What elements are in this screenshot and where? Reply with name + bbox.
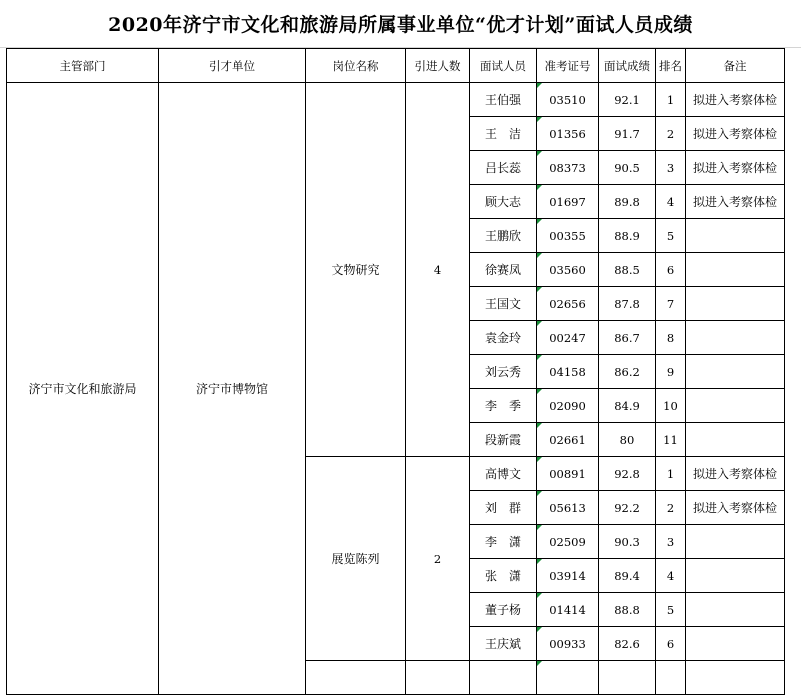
cell-note [686, 321, 785, 355]
cell-score: 90.3 [599, 525, 656, 559]
cell-name: 袁金玲 [470, 321, 537, 355]
cell-id-text: 02090 [549, 398, 586, 413]
cell-note: 拟进入考察体检 [686, 151, 785, 185]
cell-id [537, 661, 599, 695]
cell-note [686, 287, 785, 321]
cell-id-text: 03914 [549, 568, 586, 583]
cell-name: 段新霞 [470, 423, 537, 457]
text-number-indicator-icon [537, 389, 542, 394]
cell-id-text: 01356 [549, 126, 586, 141]
cell-id [537, 559, 599, 593]
text-number-indicator-icon [537, 593, 542, 598]
text-number-indicator-icon [537, 559, 542, 564]
cell-name: 王 洁 [470, 117, 537, 151]
cell-note: 拟进入考察体检 [686, 491, 785, 525]
cell-rank: 10 [656, 389, 686, 423]
cell-score: 86.2 [599, 355, 656, 389]
header-position: 岗位名称 [306, 49, 406, 83]
cell-quota: 2 [406, 457, 470, 661]
cell-score: 84.9 [599, 389, 656, 423]
cell-name: 徐赛凤 [470, 253, 537, 287]
header-unit: 引才单位 [159, 49, 306, 83]
cell-position [306, 661, 406, 695]
cell-id-text: 00247 [549, 330, 586, 345]
cell-id [537, 457, 599, 491]
cell-id-text: 05613 [549, 500, 586, 515]
cell-unit: 济宁市博物馆 [159, 83, 306, 695]
header-note: 备注 [686, 49, 785, 83]
cell-rank: 6 [656, 627, 686, 661]
cell-note [686, 355, 785, 389]
cell-score: 92.8 [599, 457, 656, 491]
cell-name: 王庆斌 [470, 627, 537, 661]
cell-score: 88.5 [599, 253, 656, 287]
cell-id [537, 151, 599, 185]
cell-name: 王国文 [470, 287, 537, 321]
cell-rank: 4 [656, 559, 686, 593]
cell-note: 拟进入考察体检 [686, 185, 785, 219]
cell-id-text: 02509 [549, 534, 586, 549]
cell-rank: 1 [656, 457, 686, 491]
cell-id-text: 00891 [549, 466, 586, 481]
text-number-indicator-icon [537, 457, 542, 462]
cell-name: 刘 群 [470, 491, 537, 525]
cell-id [537, 355, 599, 389]
cell-rank: 1 [656, 83, 686, 117]
cell-id-text: 01414 [549, 602, 586, 617]
header-name: 面试人员 [470, 49, 537, 83]
text-number-indicator-icon [537, 355, 542, 360]
cell-dept: 济宁市文化和旅游局 [7, 83, 159, 695]
cell-rank: 4 [656, 185, 686, 219]
cell-position: 文物研究 [306, 83, 406, 457]
text-number-indicator-icon [537, 287, 542, 292]
cell-note [686, 389, 785, 423]
text-number-indicator-icon [537, 423, 542, 428]
header-quota: 引进人数 [406, 49, 470, 83]
text-number-indicator-icon [537, 83, 542, 88]
cell-id-text: 02656 [549, 296, 586, 311]
cell-rank: 5 [656, 593, 686, 627]
cell-id [537, 83, 599, 117]
cell-note [686, 593, 785, 627]
cell-name: 张 潇 [470, 559, 537, 593]
cell-score: 92.1 [599, 83, 656, 117]
header-row [7, 49, 785, 83]
cell-note [686, 253, 785, 287]
cell-score: 91.7 [599, 117, 656, 151]
cell-name: 王伯强 [470, 83, 537, 117]
cell-id-text: 02661 [549, 432, 586, 447]
table-row [7, 83, 785, 117]
cell-score: 89.4 [599, 559, 656, 593]
cell-id [537, 491, 599, 525]
header-rank: 排名 [656, 49, 686, 83]
cell-name: 王鹏欣 [470, 219, 537, 253]
cell-id-text: 00933 [549, 636, 586, 651]
text-number-indicator-icon [537, 253, 542, 258]
header-id: 准考证号 [537, 49, 599, 83]
cell-rank: 8 [656, 321, 686, 355]
cell-id [537, 253, 599, 287]
cell-note [686, 627, 785, 661]
cell-note: 拟进入考察体检 [686, 457, 785, 491]
cell-score [599, 661, 656, 695]
text-number-indicator-icon [537, 627, 542, 632]
cell-name: 李 季 [470, 389, 537, 423]
cell-quota [406, 661, 470, 695]
cell-score: 88.8 [599, 593, 656, 627]
cell-rank: 3 [656, 525, 686, 559]
cell-score: 90.5 [599, 151, 656, 185]
cell-rank: 11 [656, 423, 686, 457]
cell-id [537, 117, 599, 151]
cell-id-text: 08373 [549, 160, 586, 175]
cell-id-text: 01697 [549, 194, 586, 209]
cell-note [686, 559, 785, 593]
cell-rank: 5 [656, 219, 686, 253]
cell-rank: 3 [656, 151, 686, 185]
cell-id [537, 423, 599, 457]
cell-id-text: 04158 [549, 364, 586, 379]
cell-note [686, 423, 785, 457]
cell-id [537, 525, 599, 559]
cell-score: 82.6 [599, 627, 656, 661]
text-number-indicator-icon [537, 491, 542, 496]
cell-id-text: 00355 [549, 228, 586, 243]
text-number-indicator-icon [537, 321, 542, 326]
cell-rank: 2 [656, 117, 686, 151]
cell-position: 展览陈列 [306, 457, 406, 661]
text-number-indicator-icon [537, 185, 542, 190]
text-number-indicator-icon [537, 117, 542, 122]
cell-note [686, 525, 785, 559]
page-title: 2020年济宁市文化和旅游局所属事业单位“优才计划”面试人员成绩 [108, 14, 693, 36]
cell-id [537, 593, 599, 627]
cell-note [686, 661, 785, 695]
results-table [6, 48, 785, 695]
cell-id [537, 389, 599, 423]
cell-rank: 9 [656, 355, 686, 389]
text-number-indicator-icon [537, 525, 542, 530]
cell-id [537, 627, 599, 661]
cell-name: 高博文 [470, 457, 537, 491]
text-number-indicator-icon [537, 219, 542, 224]
cell-rank [656, 661, 686, 695]
cell-quota: 4 [406, 83, 470, 457]
cell-score: 80 [599, 423, 656, 457]
cell-rank: 2 [656, 491, 686, 525]
cell-id [537, 287, 599, 321]
cell-name: 李 潇 [470, 525, 537, 559]
cell-score: 88.9 [599, 219, 656, 253]
cell-name: 刘云秀 [470, 355, 537, 389]
cell-rank: 6 [656, 253, 686, 287]
cell-rank: 7 [656, 287, 686, 321]
cell-score: 89.8 [599, 185, 656, 219]
cell-note: 拟进入考察体检 [686, 117, 785, 151]
cell-id [537, 219, 599, 253]
cell-note [686, 219, 785, 253]
cell-id-text: 03510 [549, 92, 586, 107]
cell-name [470, 661, 537, 695]
cell-id-text: 03560 [549, 262, 586, 277]
cell-score: 92.2 [599, 491, 656, 525]
cell-score: 86.7 [599, 321, 656, 355]
header-dept: 主管部门 [7, 49, 159, 83]
text-number-indicator-icon [537, 151, 542, 156]
cell-name: 顾大志 [470, 185, 537, 219]
cell-name: 董子杨 [470, 593, 537, 627]
cell-score: 87.8 [599, 287, 656, 321]
cell-note: 拟进入考察体检 [686, 83, 785, 117]
cell-id [537, 185, 599, 219]
header-score: 面试成绩 [599, 49, 656, 83]
cell-name: 吕长蕊 [470, 151, 537, 185]
cell-id [537, 321, 599, 355]
